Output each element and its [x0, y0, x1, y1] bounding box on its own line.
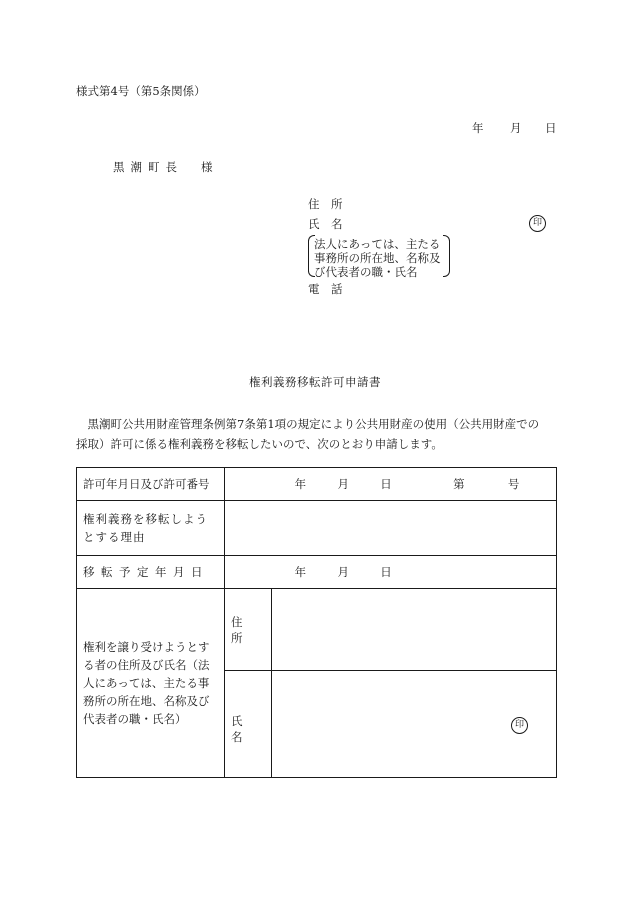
date-day: 日: [545, 121, 557, 135]
scheduled-date-label: 移転予定年月日: [77, 556, 225, 589]
body-line: 黒潮町公共用財産管理条例第7条第1項の規定により公共用財産の使用（公共用財産での: [76, 417, 540, 431]
permit-day: 日: [380, 477, 392, 491]
scheduled-month: 月: [337, 565, 349, 579]
addressee-honorific: 様: [201, 160, 213, 174]
table-row: [77, 468, 557, 501]
corporate-note-line: 事務所の所在地、名称及: [314, 251, 441, 265]
permit-year: 年: [294, 477, 307, 491]
transferee-seal-mark: 印: [511, 717, 528, 734]
transfer-reason-label: 権利義務を移転しようとする理由: [77, 501, 225, 556]
scheduled-year: 年: [294, 565, 307, 579]
right-bracket: [443, 235, 450, 277]
application-table: [76, 467, 557, 778]
body-line: 採取）許可に係る権利義務を移転したいので、次のとおり申請します。: [76, 437, 443, 451]
transferee-address-cell[interactable]: [272, 589, 557, 671]
date-month: 月: [510, 121, 522, 135]
transfer-reason-cell[interactable]: [225, 501, 557, 556]
applicant-seal-mark: 印: [529, 215, 546, 232]
form-number: 様式第4号（第5条関係）: [76, 84, 206, 98]
corporate-note: [308, 235, 450, 277]
transferee-name-label: 氏 名: [225, 671, 272, 778]
applicant-name-label: 氏 名: [308, 217, 343, 231]
scheduled-date-cell[interactable]: [225, 556, 557, 589]
table-row: [77, 501, 557, 556]
corporate-note-line: 法人にあっては、主たる: [314, 237, 441, 251]
permit-date-label: 許可年月日及び許可番号: [77, 468, 225, 501]
permit-no-suffix: 号: [507, 477, 520, 491]
applicant-phone-label: 電 話: [308, 282, 343, 296]
date-year: 年: [472, 121, 484, 135]
body-text: [76, 414, 558, 454]
table-row: [77, 589, 557, 671]
addressee-name: 黒潮町長: [113, 160, 183, 174]
permit-month: 月: [337, 477, 349, 491]
document-title: 権利義務移転許可申請書: [249, 375, 381, 389]
permit-no-prefix: 第: [453, 477, 465, 491]
applicant-address-label: 住 所: [308, 197, 343, 211]
transferee-address-label: 住 所: [225, 589, 272, 671]
corporate-note-line: び代表者の職・氏名: [314, 265, 418, 279]
transferee-label: 権利を譲り受けようとする者の住所及び氏名（法人にあっては、主たる事務所の所在地、名称及び代表者の職・氏名）: [77, 589, 225, 778]
permit-date-cell[interactable]: [225, 468, 557, 501]
table-row: [77, 556, 557, 589]
scheduled-day: 日: [380, 565, 392, 579]
transferee-name-cell[interactable]: [272, 671, 557, 778]
